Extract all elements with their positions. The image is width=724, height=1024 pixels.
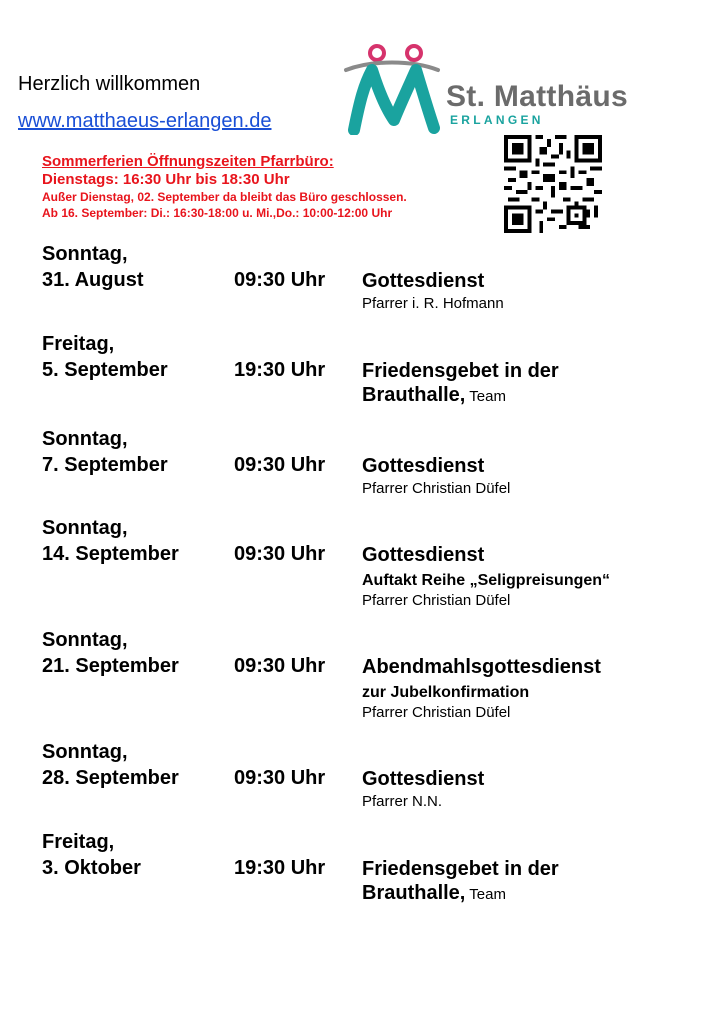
event-pastor: Pfarrer N.N. [362, 793, 443, 810]
event-time: 19:30 Uhr [234, 857, 326, 879]
event-day: Freitag, [42, 831, 115, 853]
event-location: Brauthalle, [362, 882, 466, 904]
event-title: Gottesdienst [362, 768, 485, 790]
event-pastor: Pfarrer i. R. Hofmann [362, 295, 504, 312]
event-team: Team [465, 886, 506, 903]
welcome-text: Herzlich willkommen [18, 73, 201, 95]
event-team: Team [465, 388, 506, 405]
event-date: 5. September [42, 359, 168, 381]
event-subtitle: zur Jubelkonfirmation [362, 684, 530, 701]
event-day: Sonntag, [42, 428, 128, 450]
event-time: 19:30 Uhr [234, 359, 326, 381]
office-hours-notice [42, 153, 407, 221]
event-date: 14. September [42, 543, 179, 565]
event-title: Abendmahlsgottesdienst [362, 656, 601, 678]
event-time: 09:30 Uhr [234, 269, 326, 291]
event-day: Sonntag, [42, 243, 128, 265]
event-time: 09:30 Uhr [234, 767, 326, 789]
event-day: Sonntag, [42, 629, 128, 651]
event-title: Gottesdienst [362, 270, 485, 292]
event-subtitle: Auftakt Reihe „Seligpreisungen“ [362, 572, 611, 589]
event-time: 09:30 Uhr [234, 543, 326, 565]
event-date: 21. September [42, 655, 179, 677]
event-day: Freitag, [42, 333, 115, 355]
event-day: Sonntag, [42, 741, 128, 763]
notice-hours: Dienstags: 16:30 Uhr bis 18:30 Uhr [42, 171, 290, 188]
event-title-line2 [362, 882, 506, 905]
event-date: 31. August [42, 269, 144, 291]
event-day: Sonntag, [42, 517, 128, 539]
website-link[interactable]: www.matthaeus-erlangen.de [18, 110, 272, 132]
logo-city: ERLANGEN [450, 113, 544, 127]
event-title: Friedensgebet in der [362, 858, 559, 880]
qr-code-icon[interactable] [504, 135, 602, 233]
event-title: Gottesdienst [362, 544, 485, 566]
event-time: 09:30 Uhr [234, 655, 326, 677]
event-pastor: Pfarrer Christian Düfel [362, 592, 511, 609]
event-title: Gottesdienst [362, 455, 485, 477]
event-pastor: Pfarrer Christian Düfel [362, 704, 511, 721]
notice-new-hours: Ab 16. September: Di.: 16:30-18:00 u. Mi.,Do.: 10:00-12:00 Uhr [42, 206, 393, 220]
logo-name: St. Matthäus [446, 80, 628, 113]
notice-exception: Außer Dienstag, 02. September da bleibt das Büro geschlossen. [42, 190, 407, 204]
event-pastor: Pfarrer Christian Düfel [362, 480, 511, 497]
notice-heading: Sommerferien Öffnungszeiten Pfarrbüro: [42, 153, 334, 170]
event-time: 09:30 Uhr [234, 454, 326, 476]
event-title-line2 [362, 384, 506, 407]
event-date: 7. September [42, 454, 168, 476]
event-date: 3. Oktober [42, 857, 141, 879]
event-date: 28. September [42, 767, 179, 789]
event-title: Friedensgebet in der [362, 360, 559, 382]
event-location: Brauthalle, [362, 384, 466, 406]
